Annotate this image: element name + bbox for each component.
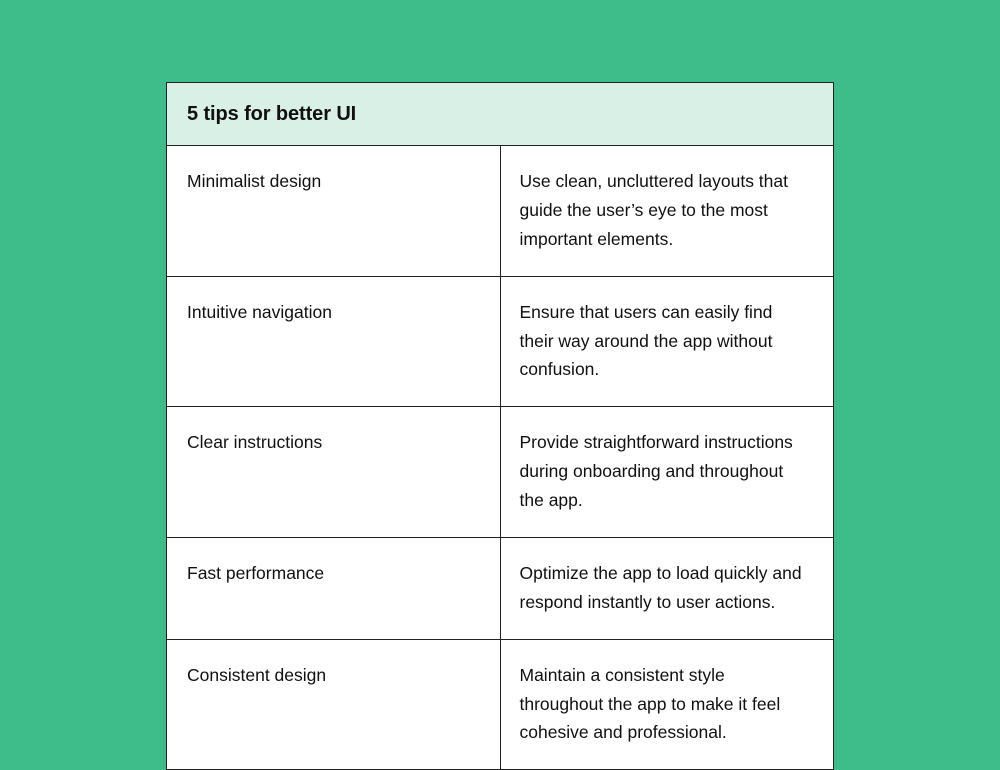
tips-table (167, 83, 833, 769)
table-title-row (167, 83, 833, 146)
tip-term: Minimalist design (167, 146, 500, 277)
tips-table-container (166, 82, 834, 770)
table-title: 5 tips for better UI (167, 83, 833, 146)
tip-description: Use clean, uncluttered layouts that guide the user’s eye to the most important elements. (500, 146, 833, 277)
tip-term: Consistent design (167, 639, 500, 769)
table-row (167, 537, 833, 639)
tip-description: Maintain a consistent style throughout the app to make it feel cohesive and professional. (519, 664, 781, 743)
tip-description: Ensure that users can easily find their way around the app without confusion. (500, 276, 833, 407)
tip-description: Provide straightforward instructions during onboarding and throughout the app. (500, 407, 833, 538)
table-row (167, 407, 833, 538)
tip-term: Intuitive navigation (167, 276, 500, 407)
tip-description: Optimize the app to load quickly and respond instantly to user actions. (500, 537, 833, 639)
table-row (167, 639, 833, 769)
tip-term: Fast performance (167, 537, 500, 639)
table-row (167, 276, 833, 407)
tip-term: Clear instructions (167, 407, 500, 538)
table-row (167, 146, 833, 277)
